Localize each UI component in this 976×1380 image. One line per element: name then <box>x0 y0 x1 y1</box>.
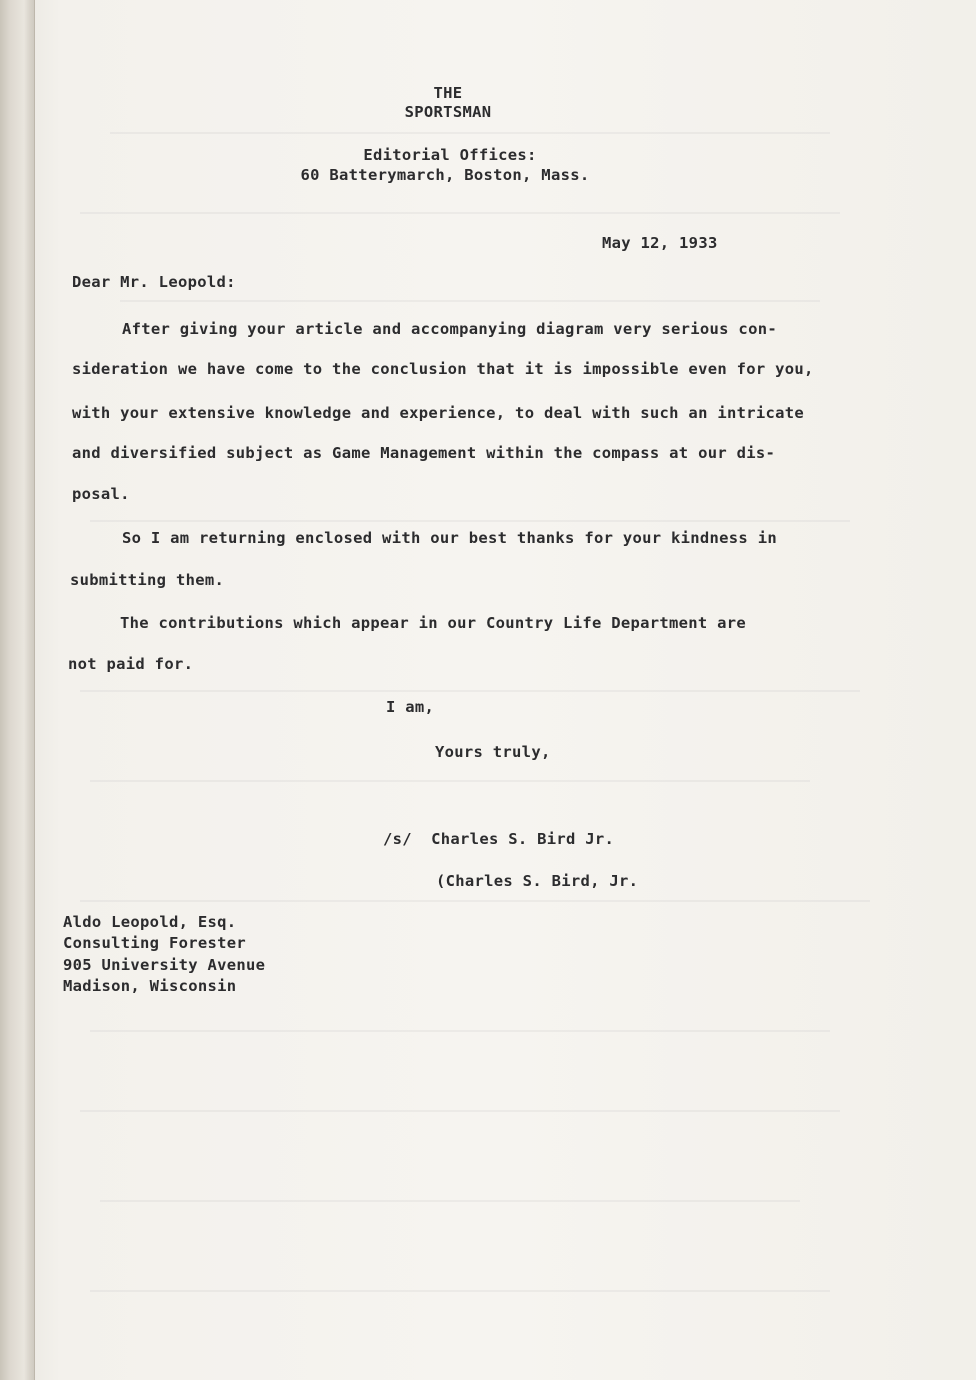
show-through-line <box>110 132 830 134</box>
body-line: submitting them. <box>70 571 225 589</box>
letterhead-address: 60 Batterymarch, Boston, Mass. <box>300 166 590 184</box>
signature-line: /s/ Charles S. Bird Jr. <box>383 830 615 848</box>
body-line: posal. <box>72 485 130 503</box>
show-through-line <box>100 1200 800 1202</box>
closing-i-am: I am, <box>386 698 435 716</box>
binding-edge <box>0 0 35 1380</box>
show-through-line <box>90 1290 830 1292</box>
salutation: Dear Mr. Leopold: <box>72 273 236 291</box>
show-through-line <box>80 212 840 214</box>
typed-signer-name: (Charles S. Bird, Jr. <box>436 872 639 890</box>
letterhead-publication: SPORTSMAN <box>404 103 492 121</box>
body-line: After giving your article and accompanying diagram very serious con- <box>122 320 777 338</box>
show-through-line <box>80 690 860 692</box>
closing-yours-truly: Yours truly, <box>435 743 551 761</box>
show-through-line <box>120 300 820 302</box>
letter-date: May 12, 1933 <box>602 234 718 252</box>
show-through-line <box>90 520 850 522</box>
addressee-name: Aldo Leopold, Esq. <box>63 913 237 931</box>
body-line: and diversified subject as Game Management within the compass at our dis- <box>72 444 776 462</box>
addressee-street: 905 University Avenue <box>63 956 266 974</box>
show-through-line <box>90 780 810 782</box>
body-line: The contributions which appear in our Country Life Department are <box>120 614 747 632</box>
body-line: not paid for. <box>68 655 194 673</box>
show-through-line <box>90 1030 830 1032</box>
body-line: sideration we have come to the conclusion that it is impossible even for you, <box>72 360 814 378</box>
addressee-city: Madison, Wisconsin <box>63 977 237 995</box>
letterhead-offices: Editorial Offices: <box>363 146 537 164</box>
letterhead-the: THE <box>433 84 463 102</box>
body-line: So I am returning enclosed with our best thanks for your kindness in <box>122 529 777 547</box>
addressee-title: Consulting Forester <box>63 934 247 952</box>
show-through-line <box>80 1110 840 1112</box>
body-line: with your extensive knowledge and experience, to deal with such an intricate <box>72 404 805 422</box>
show-through-line <box>80 900 870 902</box>
